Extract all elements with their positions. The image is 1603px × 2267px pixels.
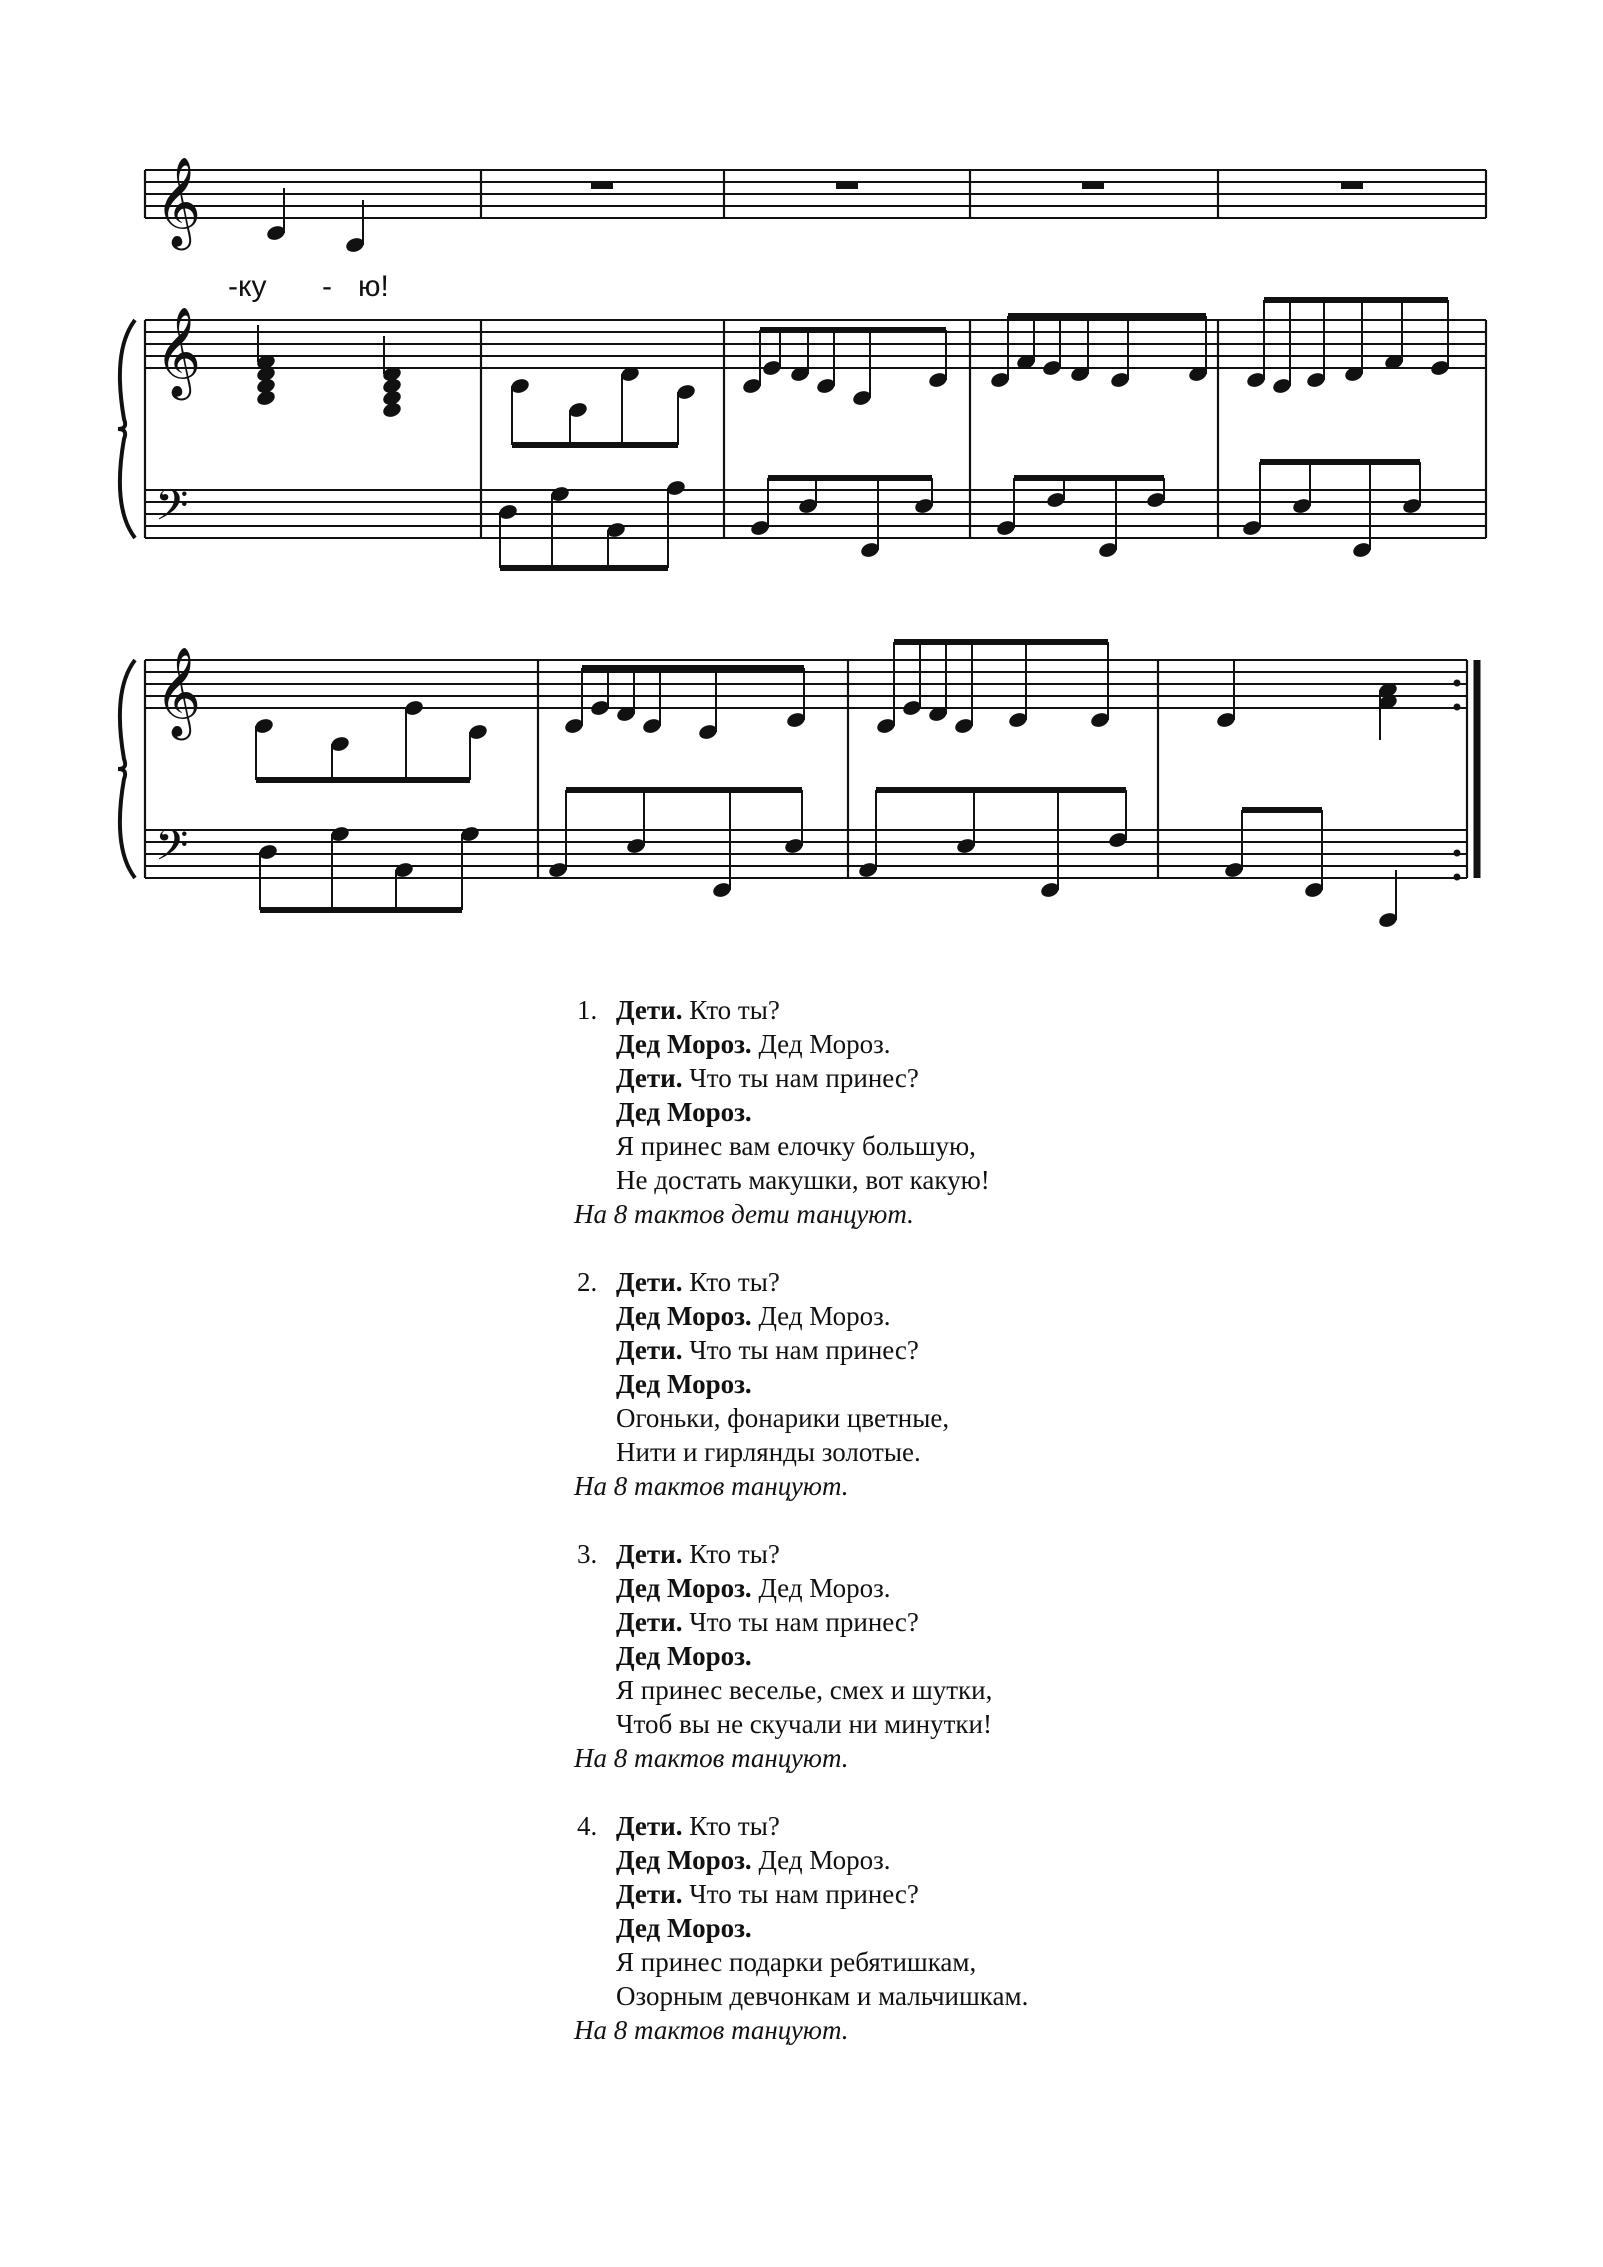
whole-rest-icon	[1082, 182, 1104, 189]
repeat-dot	[1454, 874, 1461, 881]
speaker-name: Дед Мороз.	[616, 1301, 752, 1331]
verse-line	[574, 1265, 1534, 1299]
line-text: Что ты нам принес?	[689, 1335, 919, 1365]
repeat-dot	[1454, 704, 1461, 711]
brace-icon	[118, 660, 135, 878]
line-text: Я принес веселье, смех и шутки,	[616, 1675, 993, 1705]
line-text: Кто ты?	[689, 1811, 780, 1841]
notehead-icon	[255, 389, 276, 407]
verse-line	[574, 993, 1534, 1027]
verse-line	[574, 1945, 1534, 1979]
line-text: Что ты нам принес?	[689, 1607, 919, 1637]
verse-line	[574, 1673, 1534, 1707]
speaker-name: Дед Мороз.	[616, 1845, 752, 1875]
speaker-name: Дед Мороз.	[616, 1641, 752, 1671]
lyric-syllable: ю!	[358, 270, 389, 303]
verse-line	[574, 1605, 1534, 1639]
verse-line	[574, 1809, 1534, 1843]
verse-number: 4.	[577, 1811, 598, 1841]
verse-line	[574, 1333, 1534, 1367]
verse-line	[574, 1843, 1534, 1877]
line-text: Дед Мороз.	[758, 1029, 891, 1059]
bass-clef-icon: 𝄢	[155, 821, 189, 881]
verse-line	[574, 1299, 1534, 1333]
speaker-name: Дед Мороз.	[616, 1097, 752, 1127]
speaker-name: Дети.	[616, 1063, 683, 1093]
verse-line	[574, 1129, 1534, 1163]
verse-line	[574, 1061, 1534, 1095]
speaker-name: Дед Мороз.	[616, 1573, 752, 1603]
repeat-dot	[1454, 850, 1461, 857]
verse-line	[574, 1367, 1534, 1401]
line-text: Кто ты?	[689, 1267, 780, 1297]
speaker-name: Дед Мороз.	[616, 1369, 752, 1399]
line-text: Дед Мороз.	[758, 1301, 891, 1331]
stage-direction: На 8 тактов танцуют.	[574, 1471, 849, 1501]
speaker-name: Дети.	[616, 1607, 683, 1637]
treble-clef-icon: 𝄞	[155, 157, 202, 247]
speaker-name: Дети.	[616, 1335, 683, 1365]
verse-line	[574, 1401, 1534, 1435]
verse-line	[574, 1571, 1534, 1605]
line-text: Не достать макушки, вот какую!	[616, 1165, 990, 1195]
verse-3	[574, 1537, 1534, 1775]
verse-number: 2.	[577, 1267, 598, 1297]
brace-icon	[118, 320, 135, 538]
verse-line	[574, 1877, 1534, 1911]
line-text: Что ты нам принес?	[689, 1879, 919, 1909]
verse-line	[574, 1537, 1534, 1571]
speaker-name: Дети.	[616, 1879, 683, 1909]
speaker-name: Дети.	[616, 1267, 683, 1297]
speaker-name: Дети.	[616, 1539, 683, 1569]
verse-line	[574, 1911, 1534, 1945]
treble-clef-icon: 𝄞	[155, 647, 202, 737]
line-text: Я принес подарки ребятишкам,	[616, 1947, 977, 1977]
line-text: Кто ты?	[689, 995, 780, 1025]
verse-line	[574, 1639, 1534, 1673]
speaker-name: Дети.	[616, 1811, 683, 1841]
line-text: Огоньки, фонарики цветные,	[616, 1403, 950, 1433]
verse-line	[574, 1027, 1534, 1061]
repeat-dot	[1454, 680, 1461, 687]
line-text: Я принес вам елочку большую,	[616, 1131, 976, 1161]
whole-rest-icon	[591, 182, 613, 189]
line-text: Нити и гирлянды золотые.	[616, 1437, 921, 1467]
verse-line	[574, 1163, 1534, 1197]
verse-2	[574, 1265, 1534, 1503]
verse-line	[574, 1095, 1534, 1129]
speaker-name: Дети.	[616, 995, 683, 1025]
stage-direction: На 8 тактов танцуют.	[574, 2015, 849, 2045]
verse-list	[574, 993, 1534, 2081]
bass-clef-icon: 𝄢	[155, 481, 189, 541]
stage-direction: На 8 тактов танцуют.	[574, 1743, 849, 1773]
speaker-name: Дед Мороз.	[616, 1913, 752, 1943]
lyric-hyphen: -	[322, 270, 332, 303]
whole-rest-icon	[1341, 182, 1363, 189]
treble-clef-icon: 𝄞	[155, 307, 202, 397]
line-text: Дед Мороз.	[758, 1845, 891, 1875]
line-text: Чтоб вы не скучали ни минутки!	[616, 1709, 992, 1739]
stage-direction: На 8 тактов дети танцуют.	[574, 1199, 914, 1229]
lyric-syllable: -ку	[228, 270, 267, 303]
line-text: Кто ты?	[689, 1539, 780, 1569]
notehead-icon	[381, 401, 402, 419]
line-text: Что ты нам принес?	[689, 1063, 919, 1093]
verse-1	[574, 993, 1534, 1231]
verse-number: 3.	[577, 1539, 598, 1569]
whole-rest-icon	[836, 182, 858, 189]
sheet-music-score	[0, 0, 1603, 960]
speaker-name: Дед Мороз.	[616, 1029, 752, 1059]
verse-line	[574, 1435, 1534, 1469]
verse-line	[574, 1707, 1534, 1741]
line-text: Озорным девчонкам и мальчишкам.	[616, 1981, 1029, 2011]
verse-4	[574, 1809, 1534, 2047]
verse-line	[574, 1979, 1534, 2013]
verse-number: 1.	[577, 995, 598, 1025]
line-text: Дед Мороз.	[758, 1573, 891, 1603]
